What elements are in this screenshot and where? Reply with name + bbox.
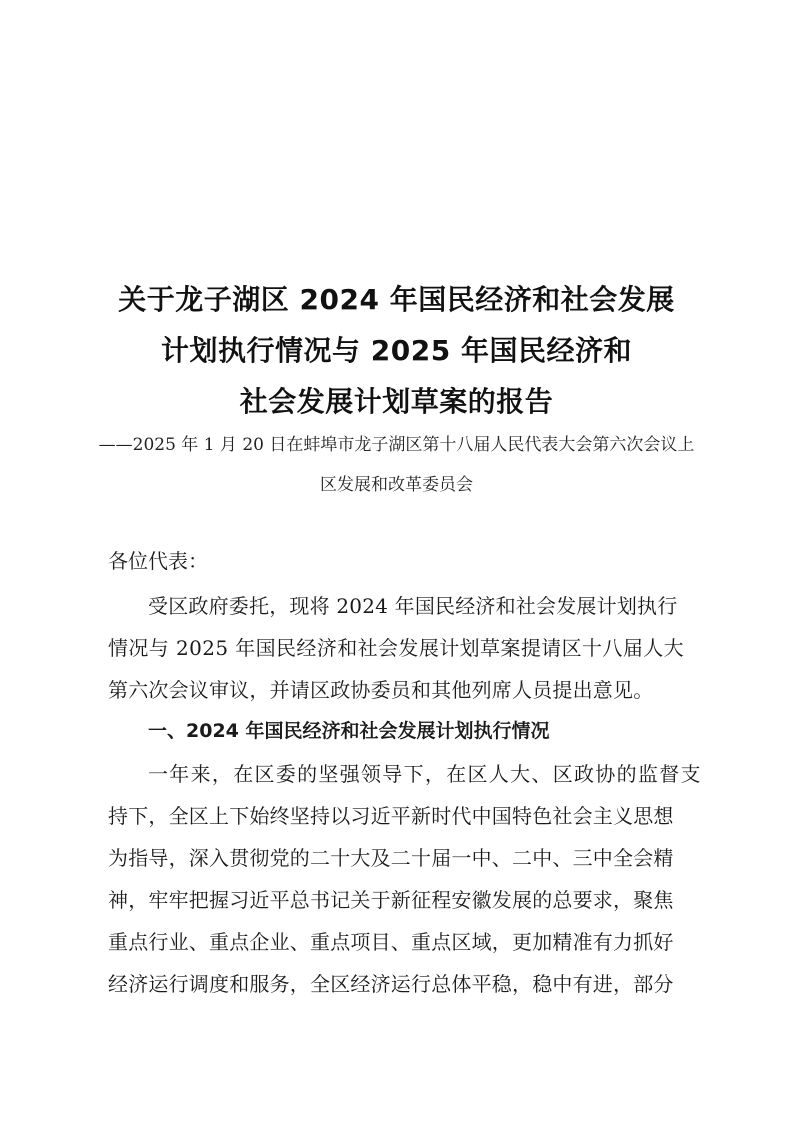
paragraph-line: 第六次会议审议，并请区政协委员和其他列席人员提出意见。 xyxy=(108,678,654,702)
report-subtitle-author: 区发展和改革委员会 xyxy=(320,475,473,495)
report-title-line-2: 计划执行情况与 2025 年国民经济和 xyxy=(161,334,632,367)
paragraph-line: 重点行业、重点企业、重点项目、重点区域，更加精准有力抓好 xyxy=(108,930,674,954)
report-title-line-1: 关于龙子湖区 2024 年国民经济和社会发展 xyxy=(118,283,675,316)
paragraph-line: 经济运行调度和服务，全区经济运行总体平稳，稳中有进，部分 xyxy=(108,972,674,996)
salutation: 各位代表： xyxy=(108,549,208,573)
paragraph-line: 一年来，在区委的坚强领导下，在区人大、区政协的监督支 xyxy=(148,762,702,786)
paragraph-line: 情况与 2025 年国民经济和社会发展计划草案提请区十八届人大 xyxy=(108,636,685,660)
paragraph-line: 持下，全区上下始终坚持以习近平新时代中国特色社会主义思想 xyxy=(108,804,674,828)
section-heading: 一、2024 年国民经济和社会发展计划执行情况 xyxy=(148,720,550,742)
paragraph-line: 为指导，深入贯彻党的二十大及二十届一中、二中、三中全会精 xyxy=(108,846,674,870)
report-title-line-3: 社会发展计划草案的报告 xyxy=(239,385,554,418)
paragraph-line: 受区政府委托，现将 2024 年国民经济和社会发展计划执行 xyxy=(148,594,678,618)
paragraph-line: 神，牢牢把握习近平总书记关于新征程安徽发展的总要求，聚焦 xyxy=(108,888,674,912)
report-subtitle-occasion: ——2025 年 1 月 20 日在蚌埠市龙子湖区第十八届人民代表大会第六次会议上 xyxy=(98,435,695,455)
